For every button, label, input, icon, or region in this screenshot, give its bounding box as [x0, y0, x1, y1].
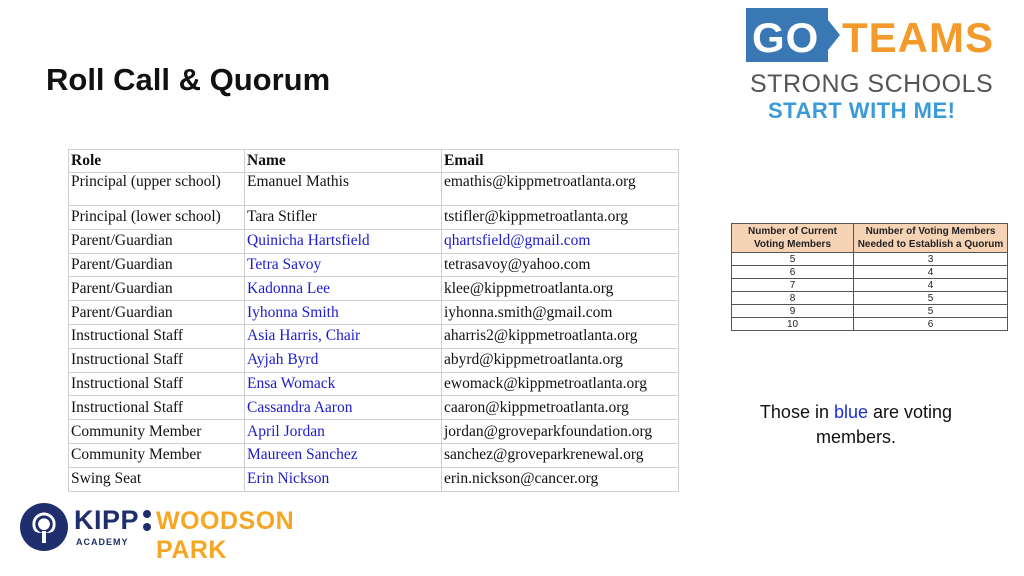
- name-cell: Ensa Womack: [245, 372, 442, 396]
- role-cell: Principal (upper school): [69, 173, 245, 206]
- logo-tagline-strong-schools: STRONG SCHOOLS: [750, 70, 994, 98]
- role-cell: Community Member: [69, 443, 245, 467]
- roster-header-row: [69, 150, 679, 173]
- quorum-header-row: [732, 224, 1008, 253]
- logo-go-text: GO: [752, 14, 820, 61]
- quorum-header-needed: Number of Voting Members Needed to Establish a Quorum: [854, 224, 1008, 253]
- role-cell: Instructional Staff: [69, 372, 245, 396]
- role-cell: Swing Seat: [69, 467, 245, 491]
- role-cell: Parent/Guardian: [69, 301, 245, 325]
- colon-dots-icon: [143, 510, 153, 532]
- table-row: [69, 301, 679, 325]
- name-cell: April Jordan: [245, 420, 442, 444]
- academy-label: ACADEMY: [76, 537, 129, 547]
- table-row: [69, 229, 679, 253]
- name-cell: Emanuel Mathis: [245, 173, 442, 206]
- table-row: [69, 277, 679, 301]
- go-box: [746, 8, 828, 62]
- table-row: [69, 173, 679, 206]
- quorum-needed-cell: 5: [854, 305, 1008, 318]
- woodson-park-wordmark: WOODSON PARK: [156, 507, 295, 564]
- header-email: Email: [442, 150, 679, 173]
- quorum-row: [732, 253, 1008, 266]
- email-cell: ewomack@kippmetroatlanta.org: [442, 372, 679, 396]
- quorum-row: [732, 305, 1008, 318]
- email-cell: jordan@groveparkfoundation.org: [442, 420, 679, 444]
- current-members-cell: 6: [732, 266, 854, 279]
- current-members-cell: 8: [732, 292, 854, 305]
- kipp-wordmark: KIPP: [74, 505, 140, 535]
- note-text-before: Those in: [759, 402, 834, 422]
- role-cell: Community Member: [69, 420, 245, 444]
- email-cell: caaron@kippmetroatlanta.org: [442, 396, 679, 420]
- table-row: [69, 253, 679, 277]
- table-row: [69, 324, 679, 348]
- quorum-row: [732, 266, 1008, 279]
- email-cell: erin.nickson@cancer.org: [442, 467, 679, 491]
- email-cell: klee@kippmetroatlanta.org: [442, 277, 679, 301]
- table-row: [69, 206, 679, 230]
- go-arrow-icon: [828, 20, 840, 50]
- email-cell: abyrd@kippmetroatlanta.org: [442, 348, 679, 372]
- quorum-needed-cell: 4: [854, 266, 1008, 279]
- quorum-table: [731, 223, 1008, 331]
- email-cell: iyhonna.smith@gmail.com: [442, 301, 679, 325]
- name-cell: Tetra Savoy: [245, 253, 442, 277]
- name-cell: Asia Harris, Chair: [245, 324, 442, 348]
- name-cell: Cassandra Aaron: [245, 396, 442, 420]
- note-blue-word: blue: [833, 402, 868, 422]
- role-cell: Instructional Staff: [69, 348, 245, 372]
- role-cell: Parent/Guardian: [69, 277, 245, 301]
- name-cell: Erin Nickson: [245, 467, 442, 491]
- current-members-cell: 9: [732, 305, 854, 318]
- quorum-body: [732, 253, 1008, 331]
- quorum-needed-cell: 4: [854, 279, 1008, 292]
- email-cell: sanchez@groveparkrenewal.org: [442, 443, 679, 467]
- name-cell: Tara Stifler: [245, 206, 442, 230]
- logo-tagline-start-with-me: START WITH ME!: [768, 98, 956, 123]
- table-row: [69, 420, 679, 444]
- header-name: Name: [245, 150, 442, 173]
- current-members-cell: 5: [732, 253, 854, 266]
- tree-emblem-icon: [20, 503, 68, 551]
- role-cell: Instructional Staff: [69, 396, 245, 420]
- quorum-row: [732, 318, 1008, 331]
- email-cell: qhartsfield@gmail.com: [442, 229, 679, 253]
- name-cell: Ayjah Byrd: [245, 348, 442, 372]
- header-role: Role: [69, 150, 245, 173]
- quorum-needed-cell: 3: [854, 253, 1008, 266]
- note-text-after: are voting members.: [815, 402, 953, 447]
- name-cell: Iyhonna Smith: [245, 301, 442, 325]
- table-row: [69, 443, 679, 467]
- table-row: [69, 372, 679, 396]
- email-cell: tetrasavoy@yahoo.com: [442, 253, 679, 277]
- logo-teams-text: TEAMS: [842, 14, 994, 61]
- current-members-cell: 10: [732, 318, 854, 331]
- quorum-needed-cell: 6: [854, 318, 1008, 331]
- quorum-needed-cell: 5: [854, 292, 1008, 305]
- goteams-logo: [746, 8, 1008, 126]
- name-cell: Kadonna Lee: [245, 277, 442, 301]
- current-members-cell: 7: [732, 279, 854, 292]
- role-cell: Instructional Staff: [69, 324, 245, 348]
- role-cell: Principal (lower school): [69, 206, 245, 230]
- role-cell: Parent/Guardian: [69, 229, 245, 253]
- quorum-header-current: Number of Current Voting Members: [732, 224, 854, 253]
- role-cell: Parent/Guardian: [69, 253, 245, 277]
- name-cell: Quinicha Hartsfield: [245, 229, 442, 253]
- email-cell: tstifler@kippmetroatlanta.org: [442, 206, 679, 230]
- roster-table: [68, 149, 679, 492]
- kipp-woodson-logo: [20, 503, 370, 564]
- table-row: [69, 396, 679, 420]
- quorum-row: [732, 279, 1008, 292]
- name-cell: Maureen Sanchez: [245, 443, 442, 467]
- roster-body: [69, 173, 679, 492]
- quorum-row: [732, 292, 1008, 305]
- email-cell: aharris2@kippmetroatlanta.org: [442, 324, 679, 348]
- page-title: Roll Call & Quorum: [46, 62, 331, 97]
- voting-note: [740, 400, 972, 450]
- table-row: [69, 467, 679, 491]
- table-row: [69, 348, 679, 372]
- email-cell: emathis@kippmetroatlanta.org: [442, 173, 679, 206]
